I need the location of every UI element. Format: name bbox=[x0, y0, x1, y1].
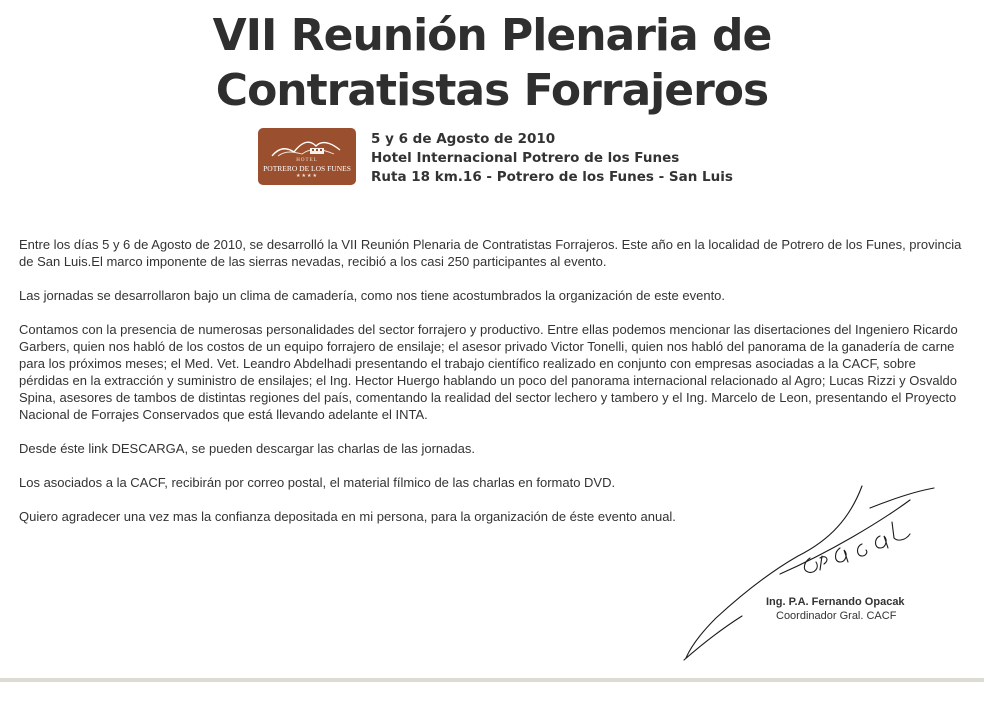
handwritten-signature bbox=[680, 478, 940, 668]
logo-hotel-label: HOTEL bbox=[296, 158, 318, 163]
article-paragraph-6: Quiero agradecer una vez mas la confianza depositada en mi persona, para la organización de éste evento anual. bbox=[19, 509, 676, 524]
event-address: Ruta 18 km.16 - Potrero de los Funes - San Luis bbox=[371, 169, 733, 185]
footer-divider bbox=[0, 678, 984, 682]
article-paragraph-1: Entre los días 5 y 6 de Agosto de 2010, se desarrolló la VII Reunión Plenaria de Contratistas Forrajeros. Este año en la localidad de Potrero de los Funes, provincia de San Luis.El marco imponente de las sierras nevadas, recibió a los casi 250 participantes al evento. bbox=[19, 237, 962, 269]
article-paragraph-2: Las jornadas se desarrollaron bajo un clima de camadería, como nos tiene acostumbrados la organización de este evento. bbox=[19, 288, 726, 303]
event-info bbox=[371, 130, 733, 187]
hotel-logo bbox=[258, 128, 356, 185]
event-venue: Hotel Internacional Potrero de los Funes bbox=[371, 150, 680, 166]
event-date: 5 y 6 de Agosto de 2010 bbox=[371, 131, 556, 147]
logo-stars: ★★★★ bbox=[296, 173, 318, 179]
article-paragraph-3: Contamos con la presencia de numerosas personalidades del sector forrajero y productivo. Entre ellas podemos mencionar las disertaciones del Ingeniero Ricardo Garbers, quien nos habló de los costos de un equipo forrajero de ensilaje; el asesor privado Victor Tonelli, quien nos habló del panorama de la ganadería de carne para los próximos meses; el Med. Vet. Leandro Abdelhadi presentando el trabajo científico realizado en conjunto con empresas asociadas a la CACF, sobre pérdidas en la extracción y suministro de ensilajes; el Ing. Hector Huergo hablando un poco del panorama internacional relacionado al Agro; Lucas Rizzi y Osvaldo Spina, asesores de tambos de distintas regiones del país, comentando la realidad del sector lechero y tambero y el Ing. Marcelo de Leon, presentando el Proyecto Nacional de Forrajes Conservados que está llevando adelante el INTA. bbox=[19, 322, 958, 422]
signature-name: Ing. P.A. Fernando Opacak bbox=[766, 596, 905, 608]
logo-hotel-name: POTRERO DE LOS FUNES bbox=[263, 164, 351, 173]
signature-role: Coordinador Gral. CACF bbox=[776, 610, 897, 622]
page-title-line-1: VII Reunión Plenaria de bbox=[212, 10, 772, 61]
article-paragraph-4: Desde éste link DESCARGA, se pueden descargar las charlas de las jornadas. bbox=[19, 441, 475, 456]
page-title-line-2: Contratistas Forrajeros bbox=[215, 65, 769, 116]
article-paragraph-5: Los asociados a la CACF, recibirán por correo postal, el material fílmico de las charlas en formato DVD. bbox=[19, 475, 616, 490]
